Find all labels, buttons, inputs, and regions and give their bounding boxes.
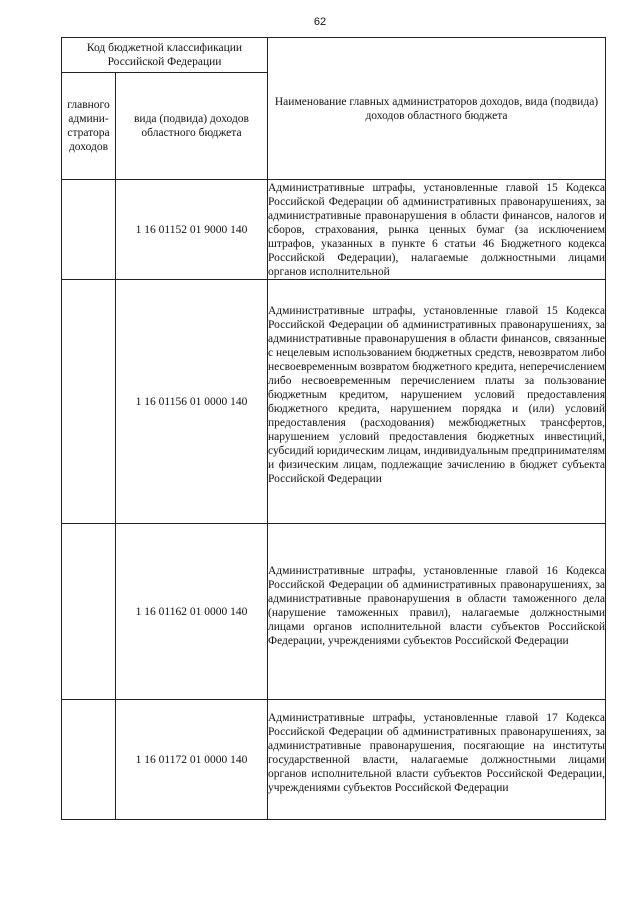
header-row-group [62, 38, 606, 73]
revenue-code-cell: 1 16 01152 01 9000 140 [116, 180, 268, 280]
revenue-code-cell: 1 16 01172 01 0000 140 [116, 700, 268, 820]
revenue-description-cell: Административные штрафы, установленные главой 17 Кодекса Российской Федерации об административных правонарушениях, за административные правонарушения, посягающие на институты государственной власти, налагаемые должностными лицами органов исполнительной власти субъектов Российской Федерации, учреждениями субъектов Российской Федерации [268, 700, 606, 820]
page-number: 62 [313, 16, 327, 28]
table-row [62, 700, 606, 820]
revenue-description-cell: Административные штрафы, установленные главой 15 Кодекса Российской Федерации об административных правонарушениях, за административные правонарушения в области финансов, налогов и сборов, страхования, рынка ценных бумаг (за исключением штрафов, указанных в пункте 6 статьи 46 Бюджетного кодекса Российской Федерации), налагаемые должностными лицами органов исполнительной [268, 180, 606, 280]
admin-code-cell [62, 700, 116, 820]
revenue-code-cell: 1 16 01162 01 0000 140 [116, 524, 268, 700]
admin-code-cell [62, 524, 116, 700]
header-revenue-type-code: вида (подвида) доходов областного бюджета [116, 73, 268, 180]
header-administrator-name: Наименование главных администраторов доходов, вида (подвида) доходов областного бюджета [268, 38, 606, 180]
table-row [62, 280, 606, 524]
budget-classification-table [61, 37, 606, 820]
revenue-code-cell: 1 16 01156 01 0000 140 [116, 280, 268, 524]
header-classification-code: Код бюджетной классификации Российской Федерации [62, 38, 268, 73]
revenue-description-cell: Административные штрафы, установленные главой 15 Кодекса Российской Федерации об административных правонарушениях, за административные правонарушения в области финансов, связанные с нецелевым использованием бюджетных средств, невозвратом либо несвоевременным возвратом бюджетного кредита, неперечислением либо несвоевременным перечислением платы за пользование бюджетным кредитом, нарушением условий предоставления бюджетного кредита, нарушением порядка и (или) условий предоставления (расходования) межбюджетных трансфертов, нарушением условий предоставления бюджетных инвестиций, субсидий юридическим лицам, индивидуальным предпринимателям и физическим лицам, подлежащие зачислению в бюджет субъекта Российской Федерации [268, 280, 606, 524]
revenue-description-cell: Административные штрафы, установленные главой 16 Кодекса Российской Федерации об административных правонарушениях, за административные правонарушения в области таможенного дела (нарушение таможенных правил), налагаемые должностными лицами органов исполнительной власти субъектов Российской Федерации, учреждениями субъектов Российской Федерации [268, 524, 606, 700]
admin-code-cell [62, 180, 116, 280]
admin-code-cell [62, 280, 116, 524]
header-admin-code: главного админи-стратора доходов [62, 73, 116, 180]
table-row [62, 180, 606, 280]
table-row [62, 524, 606, 700]
